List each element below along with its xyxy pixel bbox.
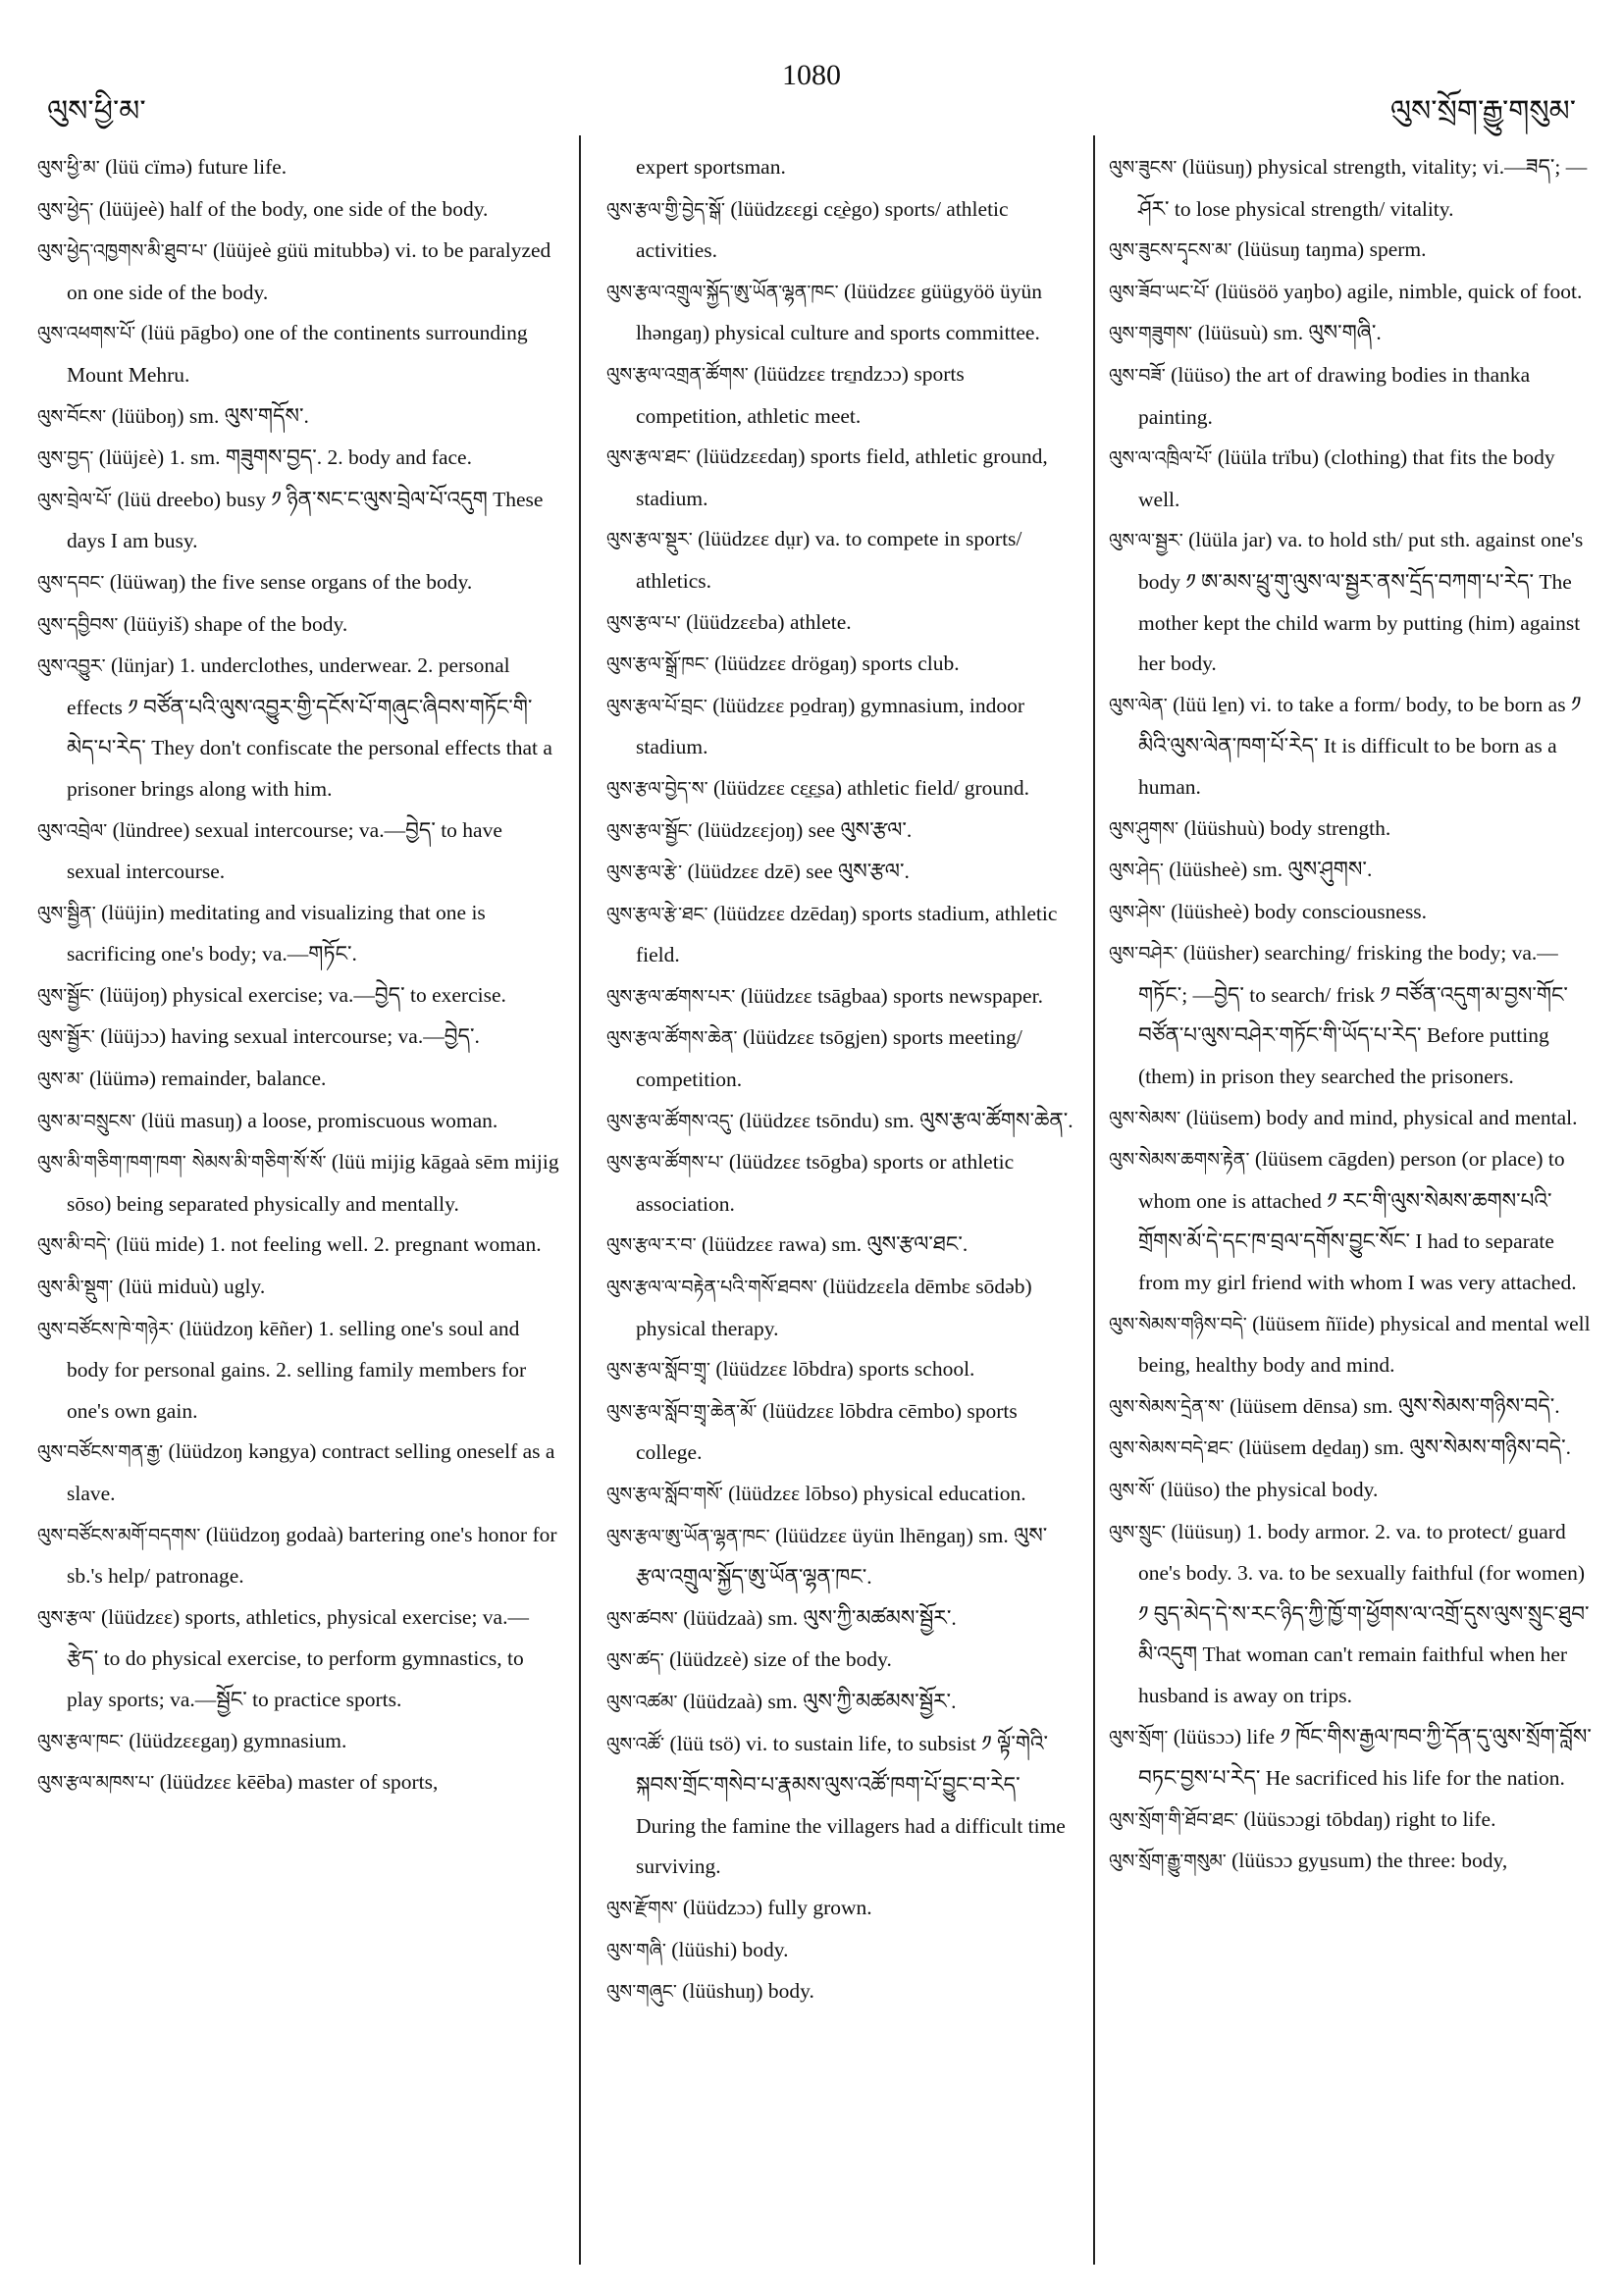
dictionary-entry <box>606 1101 1075 1143</box>
entry-definition: (lüüdzɛɛba) athlete. <box>686 609 852 634</box>
entry-definition: (lüüshuŋ) body. <box>682 1979 814 2004</box>
entry-definition: (lüüdzɛɛ kēēba) master of sports, <box>159 1770 439 1795</box>
entry-definition: (lüüsheè) sm. ལུས་ཤུགས་. <box>1169 858 1373 882</box>
entry-headword: ལུས་མི་གཅིག་ཁག་ཁག་ སེམས་མི་གཅིག་སོ་སོ་ <box>37 1152 327 1174</box>
entry-definition: (lüüshuù) body strength. <box>1183 815 1391 840</box>
entry-definition: (lüüdzɛɛ dzēdaŋ) sports stadium, athletic field. <box>636 901 1058 967</box>
dictionary-entry <box>37 893 560 975</box>
entry-definition: (lüüdzɛɛ) sports, athletics, physical exercise; va.—རྩེད་ to do physical exercise, to perform gymnastics, to play sports; va.—སྦྱོང་ to practice sports. <box>67 1604 529 1711</box>
entry-definition: (lüüdzɛɛ dzē) see ལུས་རྩལ་. <box>687 860 910 884</box>
dictionary-entry <box>37 313 560 395</box>
entry-definition: (lüüdzɛɛ tsōndu) sm. ལུས་རྩལ་ཚོགས་ཆེན་. <box>739 1108 1073 1132</box>
dictionary-entry <box>37 1597 560 1721</box>
entry-definition: (lüüdzɛɛ üyün lhēngaŋ) sm. ལུས་རྩལ་འགྲུལ་སྐྱོད་ཨུ་ཡོན་ལྷན་ཁང་. <box>636 1523 1048 1590</box>
entry-headword: ལུས་རྩལ་སྡུར་ <box>606 529 693 551</box>
dictionary-entry <box>606 1888 1075 1930</box>
dictionary-entry <box>606 602 1075 645</box>
dictionary-entry <box>37 1142 560 1225</box>
entry-headword: ལུས་རྩལ་སློབ་གྲྭ་ཆེན་མོ་ <box>606 1400 758 1423</box>
dictionary-entry <box>606 1474 1075 1516</box>
dictionary-entry <box>1109 685 1594 809</box>
entry-headword: ལུས་གཞུང་ <box>606 1981 677 2004</box>
dictionary-entry <box>1109 313 1594 355</box>
entry-headword: ལུས་ཕྱི་མ་ <box>37 157 100 179</box>
dictionary-entry <box>606 1267 1075 1349</box>
entry-headword: ལུས་དབྱིབས་ <box>37 613 119 636</box>
entry-definition: (lüüdzɛɛ lōbso) physical education. <box>728 1482 1026 1505</box>
dictionary-entry <box>606 519 1075 601</box>
entry-headword: ལུས་བཤེར་ <box>1109 943 1178 965</box>
entry-definition: (lüüjoŋ) physical exercise; va.—བྱེད་ to exercise. <box>99 982 506 1007</box>
entry-headword: ལུས་རྩལ་ཚགས་པར་ <box>606 985 736 1008</box>
dictionary-entry <box>37 1762 560 1804</box>
entry-headword: ལུས་སྦྱོར་ <box>37 1026 95 1049</box>
entry-definition: (lüüjɔɔ) having sexual intercourse; va.—བྱེད་. <box>100 1024 480 1049</box>
entry-definition: (lüüdzɛɛla dēmbɛ sōdəb) physical therapy. <box>636 1275 1032 1340</box>
entry-definition: (lüüdzɛɛgi cɛ̱ègo) sports/ athletic activities. <box>636 196 1009 263</box>
entry-headword: ལུས་བཟོ་ <box>1109 364 1166 387</box>
dictionary-entry <box>37 1721 560 1763</box>
entry-headword: ལུས་མ་བསྲུངས་ <box>37 1110 136 1132</box>
entry-headword: ལུས་རྩལ་ཚོགས་པ་ <box>606 1152 724 1174</box>
entry-definition: (lüüla trïbu) (clothing) that fits the body well. <box>1138 445 1555 511</box>
dictionary-entry <box>606 437 1075 519</box>
dictionary-entry <box>1109 1470 1594 1512</box>
entry-headword: ལུས་རྩལ་ཚོགས་ཆེན་ <box>606 1027 738 1050</box>
column-divider <box>579 135 581 2265</box>
entry-headword: ལུས་རྩལ་ <box>37 1606 96 1629</box>
dictionary-entry <box>1109 933 1594 1097</box>
entry-definition: (lüü le̱n) vi. to take a form/ body, to be born as ༡ མིའི་ལུས་ལེན་ཁག་པོ་རེད་ It is difficult to be born as a human. <box>1138 692 1582 799</box>
entry-definition: (lüüjin) meditating and visualizing that one is sacrificing one's body; va.—གཏོང་. <box>67 900 486 966</box>
entry-headword: ལུས་ལ་འཁྲིལ་པོ་ <box>1109 447 1213 470</box>
dictionary-column-3 <box>1109 147 1594 2267</box>
dictionary-entry <box>37 231 560 313</box>
dictionary-entry <box>606 189 1075 272</box>
running-head-left: ལུས་ཕྱི་མ་ <box>47 94 146 129</box>
entry-headword: ལུས་རྩལ་རྩེ་ <box>606 861 683 884</box>
dictionary-entry <box>606 147 1075 189</box>
entry-headword: ལུས་འཚམ་ <box>606 1691 678 1713</box>
dictionary-entry <box>606 1018 1075 1100</box>
entry-definition: (lüüdzoŋ kēñer) 1. selling one's soul and body for personal gains. 2. selling family members for one's own gain. <box>67 1316 527 1423</box>
dictionary-column-1 <box>37 147 560 2267</box>
entry-headword: ལུས་རྩལ་སྒྲོ་ཁང་ <box>606 653 709 676</box>
dictionary-entry <box>606 1391 1075 1474</box>
dictionary-entry <box>606 1349 1075 1391</box>
dictionary-entry <box>37 1515 560 1597</box>
dictionary-entry <box>606 976 1075 1018</box>
entry-definition: (lünjar) 1. underclothes, underwear. 2. personal effects ༡ བཙོན་པའི་ལུས་འབྱུར་གྱི་དངོས་པོ་གཞུང་ཞིབས་གཏོང་གི་མེད་པ་རེད་ They don't confiscate the personal effects that a prisoner brings along with him. <box>67 653 552 801</box>
dictionary-entry <box>606 852 1075 894</box>
dictionary-entry <box>1109 1841 1594 1883</box>
entry-headword: ལུས་སྲོག་གི་ཐོབ་ཐང་ <box>1109 1808 1238 1831</box>
entry-definition: (lüüdzaà) sm. ལུས་ཀྱི་མཚམས་སྦྱོར་. <box>682 1689 957 1713</box>
dictionary-entry <box>1109 1800 1594 1842</box>
entry-definition: (lüü cïmə) future life. <box>105 155 288 179</box>
entry-definition: (lüüsem dēnsa) sm. ལུས་སེམས་གཉིས་བདེ་. <box>1230 1393 1560 1418</box>
entry-headword: ལུས་སེམས་བདེ་ཐང་ <box>1109 1437 1233 1460</box>
entry-definition: (lüü dreebo) busy ༡ ཉིན་སང་ང་ལུས་བྲེལ་པོ་འདུག These days I am busy. <box>67 487 544 553</box>
entry-headword: ལུས་རྩལ་ཁང་ <box>37 1730 124 1752</box>
dictionary-entry <box>37 975 560 1018</box>
dictionary-entry <box>1109 850 1594 892</box>
dictionary-entry <box>37 810 560 893</box>
dictionary-entry <box>606 1516 1075 1598</box>
dictionary-entry <box>606 644 1075 686</box>
entry-definition: (lüüjeè güü mitubbə) vi. to be paralyzed on one side of the body. <box>67 238 551 304</box>
entry-definition: (lüüsheè) body consciousness. <box>1171 899 1428 923</box>
entry-definition: (lüüjɛè) 1. sm. གཟུགས་བྱད་. 2. body and face. <box>98 445 472 470</box>
entry-headword: ལུས་འཚོ་ <box>606 1733 665 1755</box>
entry-headword: ལུས་ཟུངས་དྭངས་མ་ <box>1109 239 1232 262</box>
entry-definition: (lüüdzɛɛ rawa) sm. ལུས་རྩལ་ཐང་. <box>701 1232 969 1257</box>
entry-definition: (lüüdzɛɛ po̱draŋ) gymnasium, indoor stadium. <box>636 693 1024 759</box>
entry-definition: (lüü mide) 1. not feeling well. 2. pregnant woman. <box>116 1232 542 1257</box>
entry-headword: ལུས་རྩལ་པ་ <box>606 611 681 634</box>
entry-definition: (lüüsher) searching/ frisking the body; va.—གཏོང་; —བྱེད་ to search/ frisk ༡ བཙོན་འདུག་མ་བྱས་གོང་བཙོན་པ་ལུས་བཤེར་གཏོང་གི་ཡོད་པ་རེད་ Before putting (them) in prison they searched the prisoners. <box>1138 941 1568 1089</box>
entry-definition: (lüüdzɛɛ tsāgbaa) sports newspaper. <box>740 983 1043 1008</box>
entry-headword: ལུས་རྩལ་པོ་བྲང་ <box>606 695 707 717</box>
dictionary-entry <box>1109 230 1594 272</box>
entry-definition: (lüüdzɛɛjoŋ) see ལུས་རྩལ་. <box>697 817 913 842</box>
dictionary-entry <box>1109 438 1594 520</box>
entry-headword: ལུས་མི་སྡུག་ <box>37 1277 114 1299</box>
dictionary-entry <box>606 810 1075 853</box>
entry-definition: (lüüdzɛɛgaŋ) gymnasium. <box>129 1728 347 1752</box>
entry-definition: (lüüboŋ) sm. ལུས་གདོས་. <box>111 403 309 428</box>
entry-headword: ལུས་མ་ <box>37 1069 84 1091</box>
dictionary-entry <box>37 1267 560 1309</box>
dictionary-entry <box>1109 1717 1594 1800</box>
entry-headword: ལུས་རྩལ་ཚོགས་འདུ་ <box>606 1110 734 1132</box>
dictionary-entry <box>1109 809 1594 851</box>
entry-definition: (lüüdzɛɛ tsōgjen) sports meeting/ competition. <box>636 1025 1022 1092</box>
dictionary-entry <box>37 1101 560 1143</box>
dictionary-entry <box>1109 1304 1594 1386</box>
entry-headword: ལུས་གཟུགས་ <box>1109 323 1193 345</box>
entry-definition: (lüüjeè) half of the body, one side of the body. <box>98 196 489 221</box>
entry-headword: ལུས་སྲོག་རྒྱུ་གསུམ་ <box>1109 1851 1227 1873</box>
entry-definition: (lüüdzɔɔ) fully grown. <box>682 1895 872 1919</box>
entry-headword: ལུས་བྱད་ <box>37 447 94 470</box>
dictionary-entry <box>37 438 560 480</box>
entry-definition: expert sportsman. <box>636 155 786 179</box>
entry-definition: (lüüsuŋ) 1. body armor. 2. va. to protect/ guard one's body. 3. va. to be sexually faithful (for women) ༡ བུད་མེད་དེ་ས་རང་ཉིད་ཀྱི་ཁྱོ་ག་ཕྱོགས་ལ་འགྲོ་དུས་ལུས་སྲུང་ཐུབ་མི་འདུག That woman can't remain faithful when her husband is away on trips. <box>1138 1519 1590 1707</box>
entry-headword: ལུས་རྩལ་ཐང་ <box>606 446 692 469</box>
entry-headword: ལུས་ཤེད་ <box>1109 860 1164 882</box>
dictionary-entry <box>606 768 1075 810</box>
dictionary-entry <box>1109 1386 1594 1429</box>
entry-headword: ལུས་རྩལ་ར་བ་ <box>606 1234 697 1257</box>
page-header <box>0 59 1623 129</box>
entry-definition: (lüüla jar) va. to hold sth/ put sth. against one's body ༡ ཨ་མས་ཕྲུ་གུ་ལུས་ལ་སྦྱར་ནས་དྲོད་བཀག་པ་རེད་ The mother kept the child warm by putting (him) against her body. <box>1138 528 1584 676</box>
entry-headword: ལུས་གཞི་ <box>606 1939 666 1961</box>
entry-definition: (lüüdzɛɛ tsōgba) sports or athletic association. <box>636 1150 1015 1216</box>
entry-definition: (lüü masuŋ) a loose, promiscuous woman. <box>140 1108 498 1132</box>
entry-definition: (lüüdzɛè) size of the body. <box>669 1647 892 1672</box>
dictionary-entry <box>606 894 1075 976</box>
entry-definition: (lüüdzɛɛ trɛ̱ndzɔɔ) sports competition, athletic meet. <box>636 361 965 428</box>
dictionary-entry <box>606 1930 1075 1972</box>
entry-headword: ལུས་ཕྱེད་ <box>37 198 94 221</box>
entry-headword: ལུས་ཤེས་ <box>1109 901 1166 923</box>
entry-definition: (lüüso) the physical body. <box>1160 1478 1379 1501</box>
entry-headword: ལུས་རྩལ་འགྲུལ་སྐྱོད་ཨུ་ཡོན་ལྷན་ཁང་ <box>606 281 839 303</box>
entry-headword: ལུས་ལེན་ <box>1109 694 1168 716</box>
entry-definition: (lüüsɔɔgi tōbdaŋ) right to life. <box>1243 1806 1496 1831</box>
entry-headword: ལུས་སྲུང་ <box>1109 1521 1167 1543</box>
entry-headword: ལུས་བོངས་ <box>37 405 107 428</box>
dictionary-entry <box>606 1724 1075 1888</box>
dictionary-entry <box>606 686 1075 768</box>
entry-headword: ལུས་རྩལ་སློབ་གསོ་ <box>606 1484 723 1505</box>
dictionary-entry <box>37 562 560 604</box>
dictionary-entry <box>37 604 560 647</box>
entry-headword: ལུས་སེམས་དྲེན་ས་ <box>1109 1395 1225 1418</box>
entry-headword: ལུས་བཙོངས་གན་རྒྱ་ <box>37 1441 164 1464</box>
dictionary-entry <box>1109 272 1594 314</box>
dictionary-entry <box>1109 1139 1594 1303</box>
dictionary-entry <box>606 1640 1075 1682</box>
column-divider <box>1093 135 1095 2265</box>
entry-headword: ལུས་འབྱུར་ <box>37 655 106 678</box>
dictionary-entry <box>606 272 1075 354</box>
entry-headword: ལུས་འབྲེལ་ <box>37 819 108 842</box>
entry-definition: (lüüdzaà) sm. ལུས་ཀྱི་མཚམས་སྦྱོར་. <box>683 1605 957 1630</box>
entry-definition: (lüü tsö) vi. to sustain life, to subsist ༡ ལྟོ་གེའི་སྐབས་གྲོང་གསེབ་པ་རྣམས་ལུས་འཚོ་ཁག་པོ་བྱུང་བ་རེད་ During the famine the villagers had a difficult time surviving. <box>636 1731 1066 1879</box>
entry-headword: ལུས་ཕྱེད་འཁྱགས་མི་ཐུབ་པ་ <box>37 240 208 263</box>
entry-headword: ལུས་སེམས་ <box>1109 1107 1181 1129</box>
entry-definition: (lüü miduù) ugly. <box>118 1275 266 1299</box>
entry-headword: ལུས་མི་བདེ་ <box>37 1234 111 1257</box>
dictionary-entry <box>606 1971 1075 2013</box>
entry-definition: (lüüsem ñïide) physical and mental well being, healthy body and mind. <box>1138 1311 1591 1378</box>
dictionary-entry <box>37 1225 560 1267</box>
entry-definition: (lüüshi) body. <box>671 1937 789 1961</box>
entry-headword: ལུས་བྲེལ་པོ་ <box>37 489 112 511</box>
entry-headword: ལུས་འཕགས་པོ་ <box>37 323 136 345</box>
entry-headword: ལུས་སྦྱོང་ <box>37 984 95 1007</box>
entry-headword: ལུས་ཚད་ <box>606 1649 664 1672</box>
entry-headword: ལུས་བཙོངས་མགོ་བདགས་ <box>37 1524 201 1546</box>
dictionary-entry <box>606 1142 1075 1225</box>
entry-definition: (lüüdzoŋ godaà) bartering one's honor for sb.'s help/ patronage. <box>67 1522 557 1589</box>
entry-definition: (lüüsuù) sm. ལུས་གཞི་. <box>1197 321 1382 345</box>
dictionary-entry <box>1109 1098 1594 1140</box>
entry-headword: ལུས་སེམས་ཆགས་རྟེན་ <box>1109 1149 1250 1172</box>
entry-definition: (lüüsuŋ) physical strength, vitality; vi.—ཟད་; —ཤོར་ to lose physical strength/ vitality. <box>1138 155 1588 221</box>
dictionary-entry <box>37 189 560 232</box>
entry-definition: (lüüsöö yaŋbo) agile, nimble, quick of foot. <box>1215 279 1583 303</box>
entry-headword: ལུས་སོ་ <box>1109 1480 1156 1501</box>
entry-headword: ལུས་ལ་སྦྱར་ <box>1109 530 1183 552</box>
entry-definition: (lüü mijig kāgaà sēm mijig sōso) being separated physically and mentally. <box>67 1150 559 1216</box>
dictionary-entry <box>1109 147 1594 230</box>
dictionary-entry <box>37 1432 560 1514</box>
dictionary-entry <box>37 147 560 189</box>
entry-headword: ལུས་སྦྱིན་ <box>37 902 96 924</box>
dictionary-entry <box>37 646 560 809</box>
entry-headword: ལུས་རྩལ་བྱེད་ས་ <box>606 777 708 800</box>
entry-definition: (lüüdzɛɛ güügyöö üyün lhəngaŋ) physical culture and sports committee. <box>636 279 1042 345</box>
entry-definition: (lüüsuŋ taŋma) sperm. <box>1236 237 1427 262</box>
entry-headword: ལུས་རྩལ་འགྲན་ཚོགས་ <box>606 363 749 386</box>
dictionary-entry <box>606 1225 1075 1267</box>
entry-headword: ལུས་རྩལ་སློབ་གྲྭ་ <box>606 1359 710 1382</box>
entry-headword: ལུས་རྩལ་སྦྱོང་ <box>606 819 693 842</box>
entry-definition: (lüüdzɛɛ lōbdra) sports school. <box>715 1357 975 1382</box>
page-number: 1080 <box>782 59 841 91</box>
entry-definition: (lüüyiš) shape of the body. <box>123 611 348 636</box>
dictionary-entry <box>1109 520 1594 684</box>
entry-headword: ལུས་སྲོག་ <box>1109 1726 1169 1748</box>
entry-definition: (lüüdzoŋ kəngya) contract selling oneself as a slave. <box>67 1439 555 1505</box>
entry-headword: ལུས་སེམས་གཉིས་བདེ་ <box>1109 1313 1247 1335</box>
dictionary-entry <box>37 396 560 439</box>
entry-definition: (lüüdzɛɛ drögaŋ) sports club. <box>714 652 960 676</box>
entry-headword: ལུས་ཤུགས་ <box>1109 817 1179 840</box>
entry-headword: ལུས་ཟོབ་ཡང་པོ་ <box>1109 281 1210 303</box>
entry-headword: ལུས་རྩལ་མཁས་པ་ <box>37 1772 155 1795</box>
entry-definition: (lüüsem) body and mind, physical and mental. <box>1185 1105 1578 1129</box>
entry-headword: ལུས་དབང་ <box>37 571 105 594</box>
entry-headword: ལུས་རྩལ་གྱི་བྱེད་སྒོ་ <box>606 198 725 221</box>
dictionary-entry <box>37 1017 560 1059</box>
entry-definition: (lüümə) remainder, balance. <box>88 1067 327 1091</box>
dictionary-entry <box>1109 892 1594 934</box>
entry-headword: ལུས་ཚབས་ <box>606 1607 678 1630</box>
dictionary-entry <box>1109 1512 1594 1717</box>
running-head-right: ལུས་སྲོག་རྒྱུ་གསུམ་ <box>1389 94 1576 129</box>
entry-headword: ལུས་བཙོངས་ཁེ་གཉེར་ <box>37 1318 174 1340</box>
entry-definition: (lüüsɔɔ) life ༡ ཁོང་གིས་རྒྱལ་ཁབ་ཀྱི་དོན་དུ་ལུས་སྲོག་བློས་བཏང་བྱས་པ་རེད་ He sacrificed his life for the nation. <box>1138 1724 1592 1791</box>
dictionary-entry <box>37 480 560 562</box>
entry-definition: (lüüdzɛɛdaŋ) sports field, athletic ground, stadium. <box>636 444 1048 510</box>
entry-definition: (lüüsem cāgden) person (or place) to whom one is attached ༡ རང་གི་ལུས་སེམས་ཆགས་པའི་གྲོགས་མོ་དེ་དང་ཁ་བྲལ་དགོས་བྱུང་སོང་ I had to separate from my girl friend with whom I was very attached. <box>1138 1147 1577 1295</box>
entry-definition: (lüüsɔɔ gyu̱sum) the three: body, <box>1231 1849 1508 1873</box>
entry-headword: ལུས་རྫོགས་ <box>606 1897 678 1919</box>
entry-headword: ལུས་ཟུངས་ <box>1109 157 1178 179</box>
entry-headword: ལུས་རྩལ་རྩེ་ཐང་ <box>606 903 708 925</box>
entry-definition: (lüüdzɛɛ cɛ̱ɛ̱sa) athletic field/ ground. <box>712 775 1030 800</box>
dictionary-entry <box>606 1598 1075 1641</box>
dictionary-entry <box>1109 355 1594 438</box>
dictionary-column-2 <box>606 147 1075 2267</box>
entry-definition: (lüüsem de̱daŋ) sm. ལུས་སེམས་གཉིས་བདེ་. <box>1238 1435 1572 1460</box>
dictionary-entry <box>37 1309 560 1433</box>
dictionary-entry <box>606 1682 1075 1724</box>
entry-headword: ལུས་རྩལ་ལ་བརྟེན་པའི་གསོ་ཐབས་ <box>606 1277 817 1299</box>
entry-definition: (lüüdzɛɛ dṳr) va. to compete in sports/ athletics. <box>636 527 1022 593</box>
entry-definition: (lüüwaŋ) the five sense organs of the body. <box>109 569 473 594</box>
dictionary-entry <box>37 1059 560 1101</box>
dictionary-entry <box>606 354 1075 437</box>
entry-definition: (lüüso) the art of drawing bodies in thanka painting. <box>1138 362 1531 429</box>
entry-headword: ལུས་རྩལ་ཨུ་ཡོན་ལྷན་ཁང་ <box>606 1525 770 1547</box>
entry-definition: (lüü pāgbo) one of the continents surrounding Mount Mehru. <box>67 321 528 387</box>
entry-definition: (lündree) sexual intercourse; va.—བྱེད་ to have sexual intercourse. <box>67 817 502 884</box>
dictionary-entry <box>1109 1428 1594 1470</box>
entry-definition: (lüüdzɛɛ lōbdra cēmbo) sports college. <box>636 1398 1018 1465</box>
